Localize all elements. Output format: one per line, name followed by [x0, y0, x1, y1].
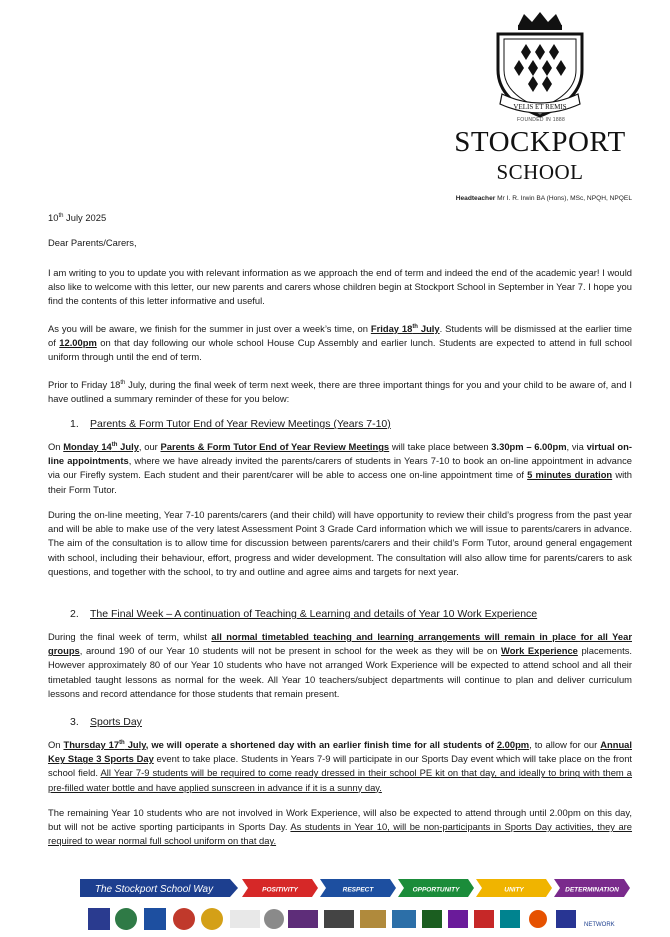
logo-icon — [448, 910, 468, 928]
section-3-paragraph-1: On Thursday 17th July, we will operate a shortened day with an earlier finish time for all students of 2.00pm, to allow for our Annual Key Stage 3 Sports Day event to take place. Students in Years 7-9 will participate in our Sports Day event which will take place on the front school field. All Year 7-9 students will be required to come ready dressed in their school PE kit on that day, and ideally to bring with them a pre-filled water bottle and have applied sunscreen in advance if it is a sunny day. — [48, 739, 633, 793]
section-3-paragraph-2: The remaining Year 10 students who are not involved in Work Experience, will also be expected to attend through until 2.00pm on this day, but will not be active sporting participants in Sports Day. As students in Year 10, will be non-participants in Sports Day activities, they are required to wear normal full school uniform on that day. — [48, 807, 633, 847]
paragraph-intro: I am writing to you to update you with relevant information as we approach the end of term and indeed the end of the academic year! I would also like to welcome with this letter, our new parents and carers whose children begin at Stockport School in September in Year 7. I hope you find the contents of this letter informative and useful. — [48, 267, 632, 307]
partner-logos — [88, 906, 636, 932]
paragraph-finish-date: As you will be aware, we finish for the summer in just over a week’s time, on Friday 18th July. Students will be dismissed at the earlier time of 12.00pm on that day following our whole school House Cup Assembly and earlier lunch. Students are expected to attend in full school uniform through until the end of term. — [48, 323, 633, 363]
logo-network-text: NETWORK — [584, 922, 615, 928]
section-1-paragraph-1: On Monday 14th July, our Parents & Form Tutor End of Year Review Meetings will take place between 3.30pm – 6.00pm, via virtual on-line appointments, where we have already invited the parents/carers of students in Years 7-10 to book an on-line appointment in advance via our Firefly system. Each student and their parent/carer will be able to access one on-line appointment time of 5 minutes duration with their Form Tutor. — [48, 441, 632, 495]
crest-motto: VELIS ET REMIS — [513, 103, 567, 111]
school-crest-logo — [488, 12, 592, 123]
value-label: DETERMINATION — [565, 886, 619, 894]
section-1-heading — [70, 418, 391, 430]
logo-icon — [88, 908, 110, 930]
section-1-number: 1. — [70, 418, 79, 430]
section-1-title: Parents & Form Tutor End of Year Review Meetings (Years 7-10) — [90, 418, 391, 430]
paragraph-prior: Prior to Friday 18th July, during the final week of term next week, there are three important things for you and your child to be aware of, and I have outlined a summary reminder of these for you below: — [48, 379, 632, 405]
date-rest: July 2025 — [63, 212, 107, 223]
value-arrow-positivity — [242, 879, 318, 897]
logo-icon — [173, 908, 195, 930]
logo-icon — [392, 910, 416, 928]
logo-icon — [201, 908, 223, 930]
logo-icon — [529, 910, 547, 928]
logo-icon — [422, 910, 442, 928]
section-1-paragraph-2: During the on-line meeting, Year 7-10 parents/carers (and their child) will have opportunity to review their child’s progress from the past year and will be able to make use of the very latest Assessment Point 3 Grade Card information which we will issue to parents/carers in advance. The aim of the consultation is to allow time for discussion between parents/carers and their child’s Form Tutor, around general engagement with school, including their behaviour, effort, progress and wider development. The consultation will also allow time for parents/carers to ask questions, and together with the school, to try and outline and agree aims and targets for next year. — [48, 509, 632, 577]
value-arrow-determination — [554, 879, 630, 897]
logo-icon — [500, 910, 520, 928]
headteacher-line — [360, 195, 632, 202]
logo-icon — [115, 908, 137, 930]
value-label: RESPECT — [342, 886, 374, 894]
section-2-number: 2. — [70, 608, 79, 620]
logo-icon — [474, 910, 494, 928]
value-label: UNITY — [504, 886, 524, 894]
logo-icon — [144, 908, 166, 930]
section-3-heading — [70, 716, 142, 728]
date-day: 10 — [48, 212, 59, 223]
section-2-heading — [70, 608, 537, 620]
banner-title: The Stockport School Way — [94, 884, 214, 895]
section-2-paragraph-1: During the final week of term, whilst all normal timetabled teaching and learning arrangements will remain in place for all Year groups, around 190 of our Year 10 students will not be present in school for the week as they will be on Work Experience placements. However approximately 80 of our Year 10 students who have not arranged Work Experience will be expected to attend school and all their timetabled taught lessons as normal for the week. All Year 10 teachers/subject departments will continue to plan and deliver curriculum lessons and record attendance for those students that remain present. — [48, 631, 632, 699]
date-suffix: th — [58, 212, 64, 219]
value-label: POSITIVITY — [262, 886, 298, 894]
logo-icon — [360, 910, 386, 928]
logo-icon — [264, 909, 284, 929]
headteacher-name: Mr I. R. Irwin BA (Hons), MSc, NPQH, NPQEL — [497, 195, 632, 202]
section-3-title: Sports Day — [90, 716, 142, 728]
logo-icon — [288, 910, 318, 928]
section-2-title: The Final Week – A continuation of Teaching & Learning and details of Year 10 Work Experience — [90, 608, 538, 620]
value-label: OPPORTUNITY — [412, 886, 460, 894]
value-arrow-respect — [320, 879, 396, 897]
logo-icon — [324, 910, 354, 928]
letter-date — [48, 212, 106, 223]
values-banner — [80, 879, 632, 897]
founded-text: FOUNDED IN 1888 — [516, 117, 566, 123]
school-name-line1: STOCKPORT — [454, 126, 626, 158]
salutation: Dear Parents/Carers, — [48, 237, 137, 248]
headteacher-label: Headteacher — [455, 195, 496, 202]
value-arrow-opportunity — [398, 879, 474, 897]
school-name-line2: SCHOOL — [496, 160, 584, 184]
section-3-number: 3. — [70, 716, 79, 728]
logo-icon — [230, 910, 260, 928]
value-arrow-unity — [476, 879, 552, 897]
logo-icon — [556, 910, 576, 928]
